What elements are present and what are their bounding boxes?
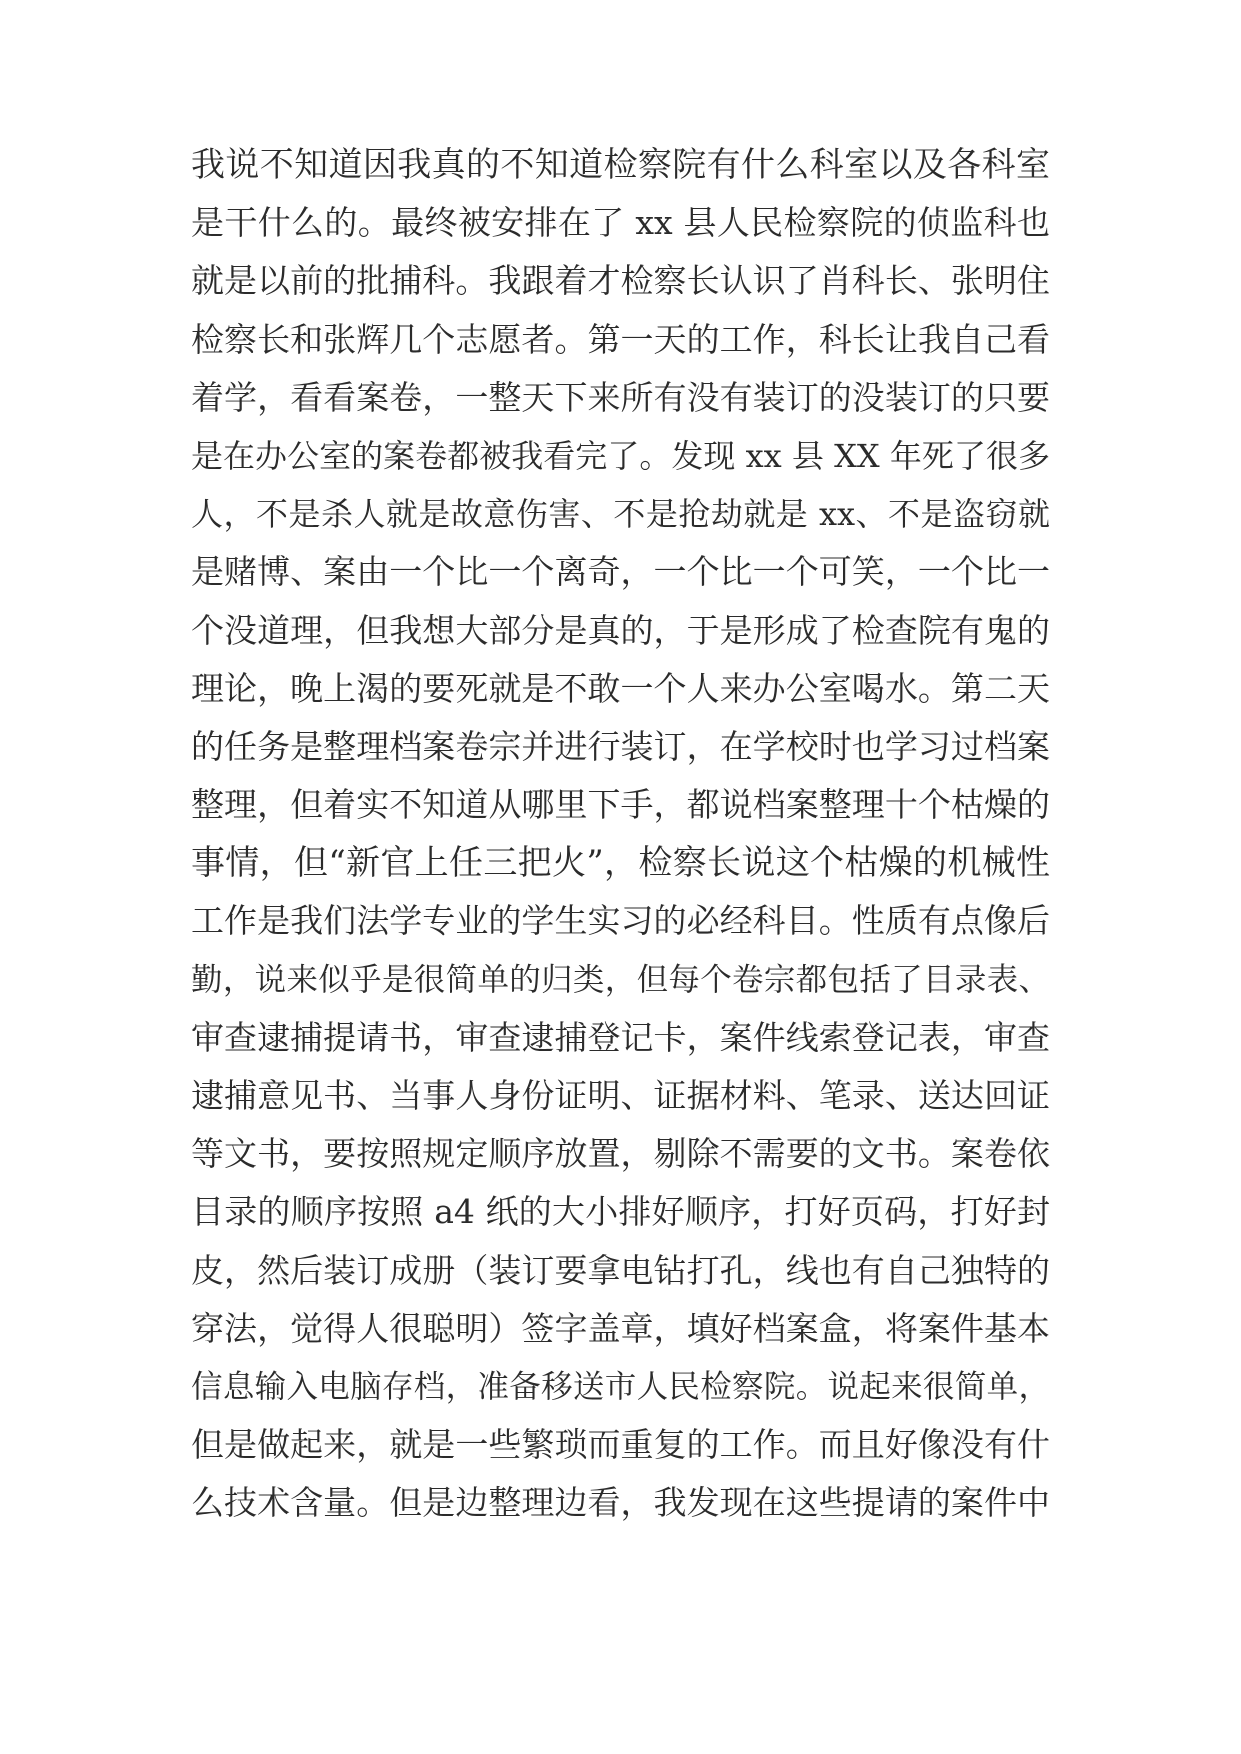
text-line: 审查逮捕提请书，审查逮捕登记卡，案件线索登记表，审查 [191, 1017, 1050, 1057]
text-line: 勤，说来似乎是很简单的归类，但每个卷宗都包括了目录表、 [191, 961, 1050, 998]
text-line: 理论，晚上渴的要死就是不敢一个人来办公室喝水。第二天 [191, 668, 1050, 708]
text-line: 人，不是杀人就是故意伤害、不是抢劫就是 xx、不是盗窃就 [191, 495, 1050, 534]
text-line: 就是以前的批捕科。我跟着才检察长认识了肖科长、张明住 [191, 261, 1050, 301]
text-line: 等文书，要按照规定顺序放置，剔除不需要的文书。案卷依 [191, 1134, 1050, 1174]
text-line: 事情，但“新官上任三把火”，检察长说这个枯燥的机械性 [191, 843, 1050, 884]
text-line: 着学，看看案卷，一整天下来所有没有装订的没装订的只要 [191, 377, 1050, 417]
text-line: 皮，然后装订成册（装订要拿电钻打孔，线也有自己独特的 [191, 1250, 1050, 1290]
text-line: 穿法，觉得人很聪明）签字盖章，填好档案盒，将案件基本 [191, 1308, 1050, 1348]
text-line: 是赌博、案由一个比一个离奇，一个比一个可笑，一个比一 [191, 552, 1050, 592]
text-line: 工作是我们法学专业的学生实习的必经科目。性质有点像后 [191, 901, 1050, 941]
text-line: 信息输入电脑存档，准备移送市人民检察院。说起来很简单， [191, 1368, 1050, 1405]
text-line: 我说不知道因我真的不知道检察院有什么科室以及各科室 [191, 145, 1050, 185]
text-line: 目录的顺序按照 a4 纸的大小排好顺序，打好页码，打好封 [191, 1192, 1050, 1232]
body-text [191, 136, 1050, 1533]
text-line: 是在办公室的案卷都被我看完了。发现 xx 县 XX 年死了很多 [191, 436, 1050, 475]
text-line: 但是做起来，就是一些繁琐而重复的工作。而且好像没有什 [191, 1425, 1050, 1465]
text-line: 逮捕意见书、当事人身份证明、证据材料、笔录、送达回证 [191, 1076, 1050, 1115]
text-line: 的任务是整理档案卷宗并进行装订，在学校时也学习过档案 [191, 726, 1050, 766]
text-line: 是干什么的。最终被安排在了 xx 县人民检察院的侦监科也 [191, 203, 1050, 243]
text-line: 个没道理，但我想大部分是真的，于是形成了检查院有鬼的 [191, 610, 1050, 650]
text-line: 么技术含量。但是边整理边看，我发现在这些提请的案件中 [191, 1483, 1050, 1523]
text-line: 检察长和张辉几个志愿者。第一天的工作，科长让我自己看 [191, 319, 1050, 359]
text-line: 整理，但着实不知道从哪里下手，都说档案整理十个枯燥的 [191, 785, 1050, 825]
